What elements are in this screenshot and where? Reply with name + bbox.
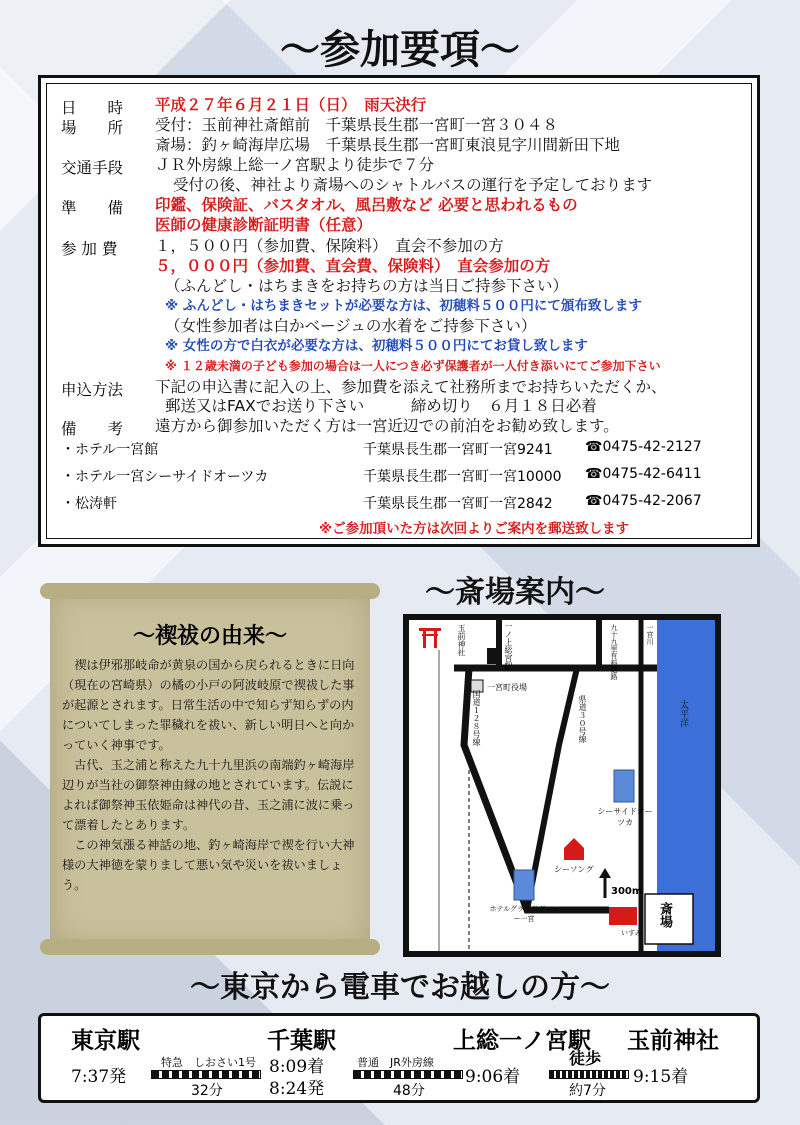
station-chiba: 千葉駅 (267, 1027, 336, 1054)
station-icon (487, 648, 497, 664)
route128-label: 国道１２８号線 (472, 690, 481, 746)
chiba-arrival: 8:09着 (269, 1057, 325, 1077)
hotel-tel: ☎0475-42-6411 (585, 466, 702, 482)
hotel-name: ・ホテル一宮館 (61, 442, 159, 458)
fee-line5: （女性参加者は白かベージュの水着をご持参下さい） (165, 317, 537, 335)
prep-line1: 印鑑、保険証、バスタオル、風呂敷など 必要と思われるもの (155, 196, 578, 214)
seasong-label: シーソング (554, 865, 594, 874)
date-value: 平成２７年６月２１日（日） 雨天決行 (155, 96, 427, 114)
route30-label: 県道３０号線 (578, 695, 587, 743)
access-label: 交通手段 (61, 159, 124, 177)
prep-label: 準 備 (61, 199, 124, 217)
access-line1: ＪＲ外房線上総一ノ宮駅より徒歩で７分 (155, 156, 435, 174)
origin-paragraph: この神気漲る神話の地、釣ヶ崎海岸で禊を行い大神様の大神徳を蒙りまして悪い気や災いを祓いましょう。 (62, 838, 355, 892)
seaside-hotel-icon (614, 770, 634, 802)
segment-service: 徒歩 (569, 1049, 602, 1068)
fee-line1: １，５００円（参加費、保険料） 直会不参加の方 (155, 237, 504, 255)
scroll-roll-bottom (40, 939, 380, 955)
chiba-departure: 8:24発 (269, 1079, 325, 1099)
origin-paragraph: 禊は伊邪那岐命が黄泉の国から戻られるときに日向（現在の宮崎県）の橘の小戸の阿波岐原で禊祓した事が起源とされます。日常生活の中で知らず知らずの内についてしまった罪穢れを祓い、新しい明日へと向かっていく神事です。 (62, 658, 355, 752)
apply-line1: 下記の申込書に記入の上、参加費を添えて社務所までお持ちいただくか、 (155, 378, 667, 396)
origin-text (62, 655, 360, 895)
station-tokyo: 東京駅 (71, 1027, 140, 1054)
hotel-name: ・ホテル一宮シーサイドオーツカ (61, 469, 269, 485)
hotel-address: 千葉県長生郡一宮町一宮10000 (363, 469, 562, 485)
apply-line2: 郵送又はFAXでお送り下さい 締め切り ６月１８日必着 (165, 397, 597, 415)
note-line1: 遠方から御参加いただく方は一宮近辺での前泊をお勧め致します。 (155, 417, 619, 435)
participation-info-box (38, 75, 760, 547)
apply-label: 申込方法 (61, 381, 124, 399)
station-tamasaki-shrine: 玉前神社 (627, 1027, 719, 1054)
prep-line2: 医師の健康診断証明書（任意） (155, 216, 373, 234)
venue-marker (609, 907, 637, 925)
segment-duration: 約7分 (569, 1083, 606, 1099)
shrine-label: 玉前神社 (457, 624, 466, 656)
ocean-label: 太平洋 (678, 700, 688, 727)
seasong-icon (564, 838, 584, 860)
torii-icon (419, 628, 441, 648)
hotel-address: 千葉県長生郡一宮町一宮2842 (363, 496, 553, 512)
train-route-box (38, 1013, 760, 1103)
train-access-title: 〜東京から電車でお越しの方〜 (190, 970, 610, 1005)
segment-duration: 48分 (393, 1083, 425, 1099)
place-reception: 受付：玉前神社斎館前 千葉県長生郡一宮町一宮３０４８ (155, 116, 559, 134)
fee-line6: ※ 女性の方で白衣が必要な方は、初穂料５００円にてお貸し致します (165, 338, 588, 354)
fee-line7: ※ １２歳未満の子ども参加の場合は一人につき必ず保護者が一人付き添いにてご参加下さい (165, 359, 661, 373)
fee-line3: （ふんどし・はちまきをお持ちの方は当日ご持参下さい） (165, 277, 569, 295)
fee-label: 参 加 費 (61, 240, 118, 258)
segment-service: 普通 JR外房線 (357, 1056, 434, 1069)
origin-title: 〜禊祓の由来〜 (132, 623, 287, 649)
place-venue: 斎場：釣ヶ崎海岸広場 千葉県長生郡一宮町東浪見字川間新田下地 (155, 136, 621, 154)
rail-line (151, 1070, 261, 1079)
venue-guide-title: 〜斎場案内〜 (425, 575, 605, 610)
kujukuri-label: 九十九里有料道路 (610, 624, 618, 680)
rail-line (353, 1070, 463, 1079)
town-office-label: 一宮町役場 (487, 683, 527, 692)
page-title: 〜参加要項〜 (280, 26, 520, 73)
distance-label: 300m (611, 886, 643, 897)
shrine-arrival: 9:15着 (633, 1067, 689, 1087)
hotel-tel: ☎0475-42-2127 (585, 439, 702, 455)
grandview-hotel-icon (514, 870, 534, 900)
station-label: 一ノ上総宮駅 (504, 622, 513, 670)
hotel-name: ・松涛軒 (61, 496, 117, 512)
venue-label: 斎場 (657, 902, 672, 928)
fee-line4: ※ ふんどし・はちまきセットが必要な方は、初穂料５００円にて頒布致します (165, 298, 642, 314)
scroll-roll-top (40, 583, 380, 599)
segment-service: 特急 しおさい1号 (161, 1056, 256, 1069)
footer-note: ※ご参加頂いた方は次回よりご案内を郵送致します (319, 521, 630, 537)
fee-line2: ５，０００円（参加費、直会費、保険料） 直会参加の方 (155, 257, 551, 275)
segment-duration: 32分 (191, 1083, 223, 1099)
station-kazusa-ichinomiya: 上総一ノ宮駅 (453, 1027, 591, 1054)
hotel-tel: ☎0475-42-2067 (585, 493, 702, 509)
tokyo-departure: 7:37発 (71, 1067, 127, 1087)
origin-paragraph: 古代、玉之浦と称えた九十九里浜の南端釣ヶ崎海岸辺りが当社の御祭神由縁の地とされています。伝説によれば御祭神玉依姫命は神代の昔、玉之浦に波に乗って漂着したとあります。 (62, 758, 355, 832)
misogi-origin-scroll (40, 583, 380, 955)
note-label: 備 考 (61, 420, 124, 438)
seaside-label: シーサイドオーツカ (597, 807, 653, 827)
access-line2: 受付の後、神社より斎場へのシャトルバスの運行を予定しております (173, 176, 653, 194)
hotel-address: 千葉県長生郡一宮町一宮9241 (363, 442, 553, 458)
date-label: 日 時 (61, 99, 124, 117)
grandview-label: ホテルグランドヴィュー一宮 (489, 905, 559, 923)
river-label: 一宮川 (646, 624, 654, 645)
isumi-label: いすみ (621, 929, 642, 937)
place-label: 場 所 (61, 119, 124, 137)
ichinomiya-arrival: 9:06着 (465, 1067, 521, 1087)
venue-map (403, 614, 721, 957)
walk-line (549, 1070, 629, 1079)
